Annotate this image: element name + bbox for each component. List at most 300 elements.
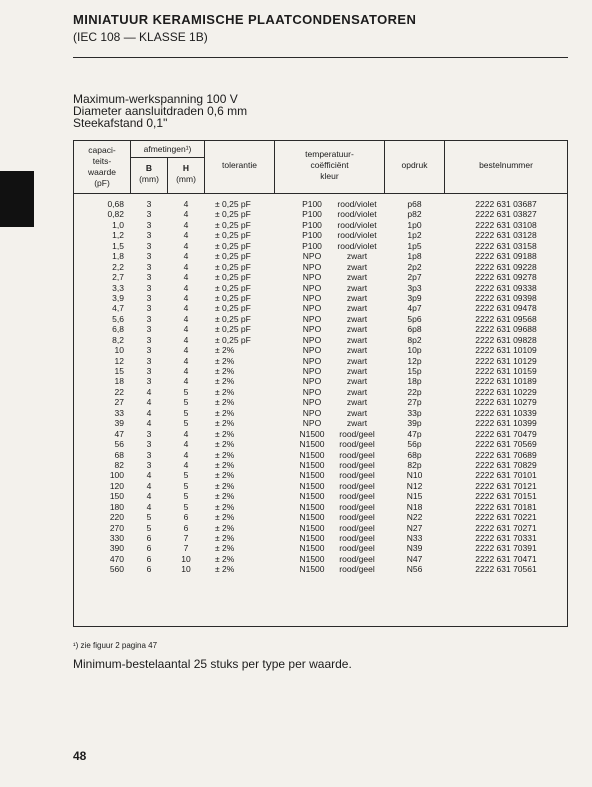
cell-b: 3 [146, 272, 152, 283]
cell-tempco: P100 [302, 230, 322, 241]
cell-capacity: 3,3 [112, 282, 124, 293]
cell-marking: 27p [407, 397, 422, 408]
cell-order-number: 2222 631 09338 [475, 282, 537, 293]
cell-h: 4 [183, 355, 189, 366]
cell-b: 4 [146, 491, 152, 502]
cell-color: zwart [346, 386, 368, 397]
cell-marking: N10 [406, 470, 423, 481]
table-row [74, 564, 567, 574]
cell-marking: p82 [407, 209, 422, 220]
table-row [74, 293, 567, 303]
table-row [74, 387, 567, 397]
cell-b: 3 [146, 428, 152, 439]
cell-marking: 1p5 [407, 240, 422, 251]
table-row [74, 366, 567, 376]
cell-capacity: 3,9 [112, 292, 124, 303]
cell-marking: 39p [407, 418, 422, 429]
cell-marking: N39 [406, 543, 423, 554]
cell-capacity: 150 [109, 491, 124, 502]
cell-order-number: 2222 631 10109 [475, 345, 537, 356]
cell-capacity: 0,82 [107, 209, 124, 220]
cell-tempco: N1500 [299, 439, 325, 450]
cell-b: 4 [146, 386, 152, 397]
cell-b: 3 [146, 366, 152, 376]
cell-tempco: NPO [302, 407, 322, 418]
cell-marking: 12p [407, 355, 422, 366]
cell-h: 4 [183, 439, 189, 450]
table-row [74, 418, 567, 428]
cell-marking: 10p [407, 345, 422, 356]
cell-marking: 47p [407, 428, 422, 439]
cell-tolerance: ± 0,25 pF [215, 251, 251, 262]
table-row [74, 314, 567, 324]
cell-capacity: 1,5 [112, 240, 124, 251]
cell-tempco: NPO [302, 334, 322, 345]
cell-h: 6 [183, 522, 189, 533]
cell-color: rood/violet [337, 199, 377, 209]
cell-h: 4 [183, 230, 189, 241]
table-row [74, 230, 567, 240]
cell-order-number: 2222 631 09568 [475, 313, 537, 324]
cell-tolerance: ± 2% [215, 543, 235, 554]
cell-h: 4 [183, 251, 189, 262]
cell-marking: 3p3 [407, 282, 422, 293]
cell-tempco: NPO [302, 272, 322, 283]
cell-tempco: NPO [302, 376, 322, 387]
cell-capacity: 2,7 [112, 272, 124, 283]
cell-tolerance: ± 2% [215, 449, 235, 460]
cell-color: rood/geel [339, 480, 375, 491]
cell-h: 4 [183, 303, 189, 314]
table-row [74, 408, 567, 418]
cell-tolerance: ± 2% [215, 522, 235, 533]
cell-tolerance: ± 2% [215, 418, 235, 429]
cell-capacity: 18 [114, 376, 124, 387]
cell-tempco: N1500 [299, 428, 325, 439]
cell-color: zwart [346, 418, 368, 429]
cell-color: rood/geel [339, 470, 375, 481]
cell-order-number: 2222 631 10159 [475, 366, 537, 376]
cell-color: rood/geel [339, 491, 375, 502]
cell-b: 3 [146, 324, 152, 335]
cell-tempco: P100 [302, 199, 322, 209]
cell-tolerance: ± 2% [215, 439, 235, 450]
cell-capacity: 56 [114, 439, 124, 450]
cell-marking: 33p [407, 407, 422, 418]
cell-capacity: 15 [114, 366, 124, 376]
cell-order-number: 2222 631 70271 [475, 522, 537, 533]
header-divider [73, 57, 568, 58]
cell-order-number: 2222 631 03158 [475, 240, 537, 251]
cell-color: zwart [346, 397, 368, 408]
cell-order-number: 2222 631 09188 [475, 251, 537, 262]
cell-tempco: NPO [302, 261, 322, 272]
cell-tolerance: ± 2% [215, 428, 235, 439]
cell-capacity: 39 [114, 418, 124, 429]
cell-b: 3 [146, 355, 152, 366]
cell-tempco: P100 [302, 219, 322, 230]
cell-color: rood/geel [339, 449, 375, 460]
cell-order-number: 2222 631 70391 [475, 543, 537, 554]
cell-h: 4 [183, 334, 189, 345]
cell-tolerance: ± 2% [215, 480, 235, 491]
cell-tempco: NPO [302, 251, 322, 262]
cell-order-number: 2222 631 10189 [475, 376, 537, 387]
table-row [74, 241, 567, 251]
cell-color: rood/violet [337, 240, 377, 251]
cell-b: 3 [146, 345, 152, 356]
cell-color: rood/geel [339, 564, 375, 575]
cell-h: 5 [183, 418, 189, 429]
cell-capacity: 10 [114, 345, 124, 356]
table-row [74, 429, 567, 439]
cell-color: zwart [346, 272, 368, 283]
cell-b: 4 [146, 418, 152, 429]
cell-b: 3 [146, 219, 152, 230]
cell-h: 4 [183, 292, 189, 303]
cell-order-number: 2222 631 03827 [475, 209, 537, 220]
table-row [74, 533, 567, 543]
cell-tolerance: ± 2% [215, 491, 235, 502]
cell-tolerance: ± 2% [215, 366, 235, 376]
cell-order-number: 2222 631 70121 [475, 480, 537, 491]
cell-tolerance: ± 0,25 pF [215, 199, 251, 209]
cell-capacity: 0,68 [107, 199, 124, 209]
cell-tolerance: ± 2% [215, 345, 235, 356]
table-row [74, 523, 567, 533]
cell-h: 4 [183, 345, 189, 356]
cell-color: zwart [346, 292, 368, 303]
cell-h: 4 [183, 376, 189, 387]
table-body [74, 199, 567, 575]
cell-marking: N27 [406, 522, 423, 533]
cell-h: 4 [183, 199, 189, 209]
cell-tolerance: ± 2% [215, 512, 235, 523]
cell-capacity: 330 [109, 533, 124, 543]
cell-h: 10 [181, 553, 191, 564]
cell-b: 3 [146, 240, 152, 251]
cell-h: 4 [183, 428, 189, 439]
specifications [73, 93, 247, 129]
table-row [74, 303, 567, 313]
cell-capacity: 1,2 [112, 230, 124, 241]
table-row [74, 345, 567, 355]
cell-order-number: 2222 631 70471 [475, 553, 537, 564]
cell-capacity: 27 [114, 397, 124, 408]
cell-order-number: 2222 631 10399 [475, 418, 537, 429]
cell-b: 3 [146, 439, 152, 450]
cell-tempco: NPO [302, 386, 322, 397]
cell-tolerance: ± 0,25 pF [215, 219, 251, 230]
cell-h: 4 [183, 324, 189, 335]
header-capacity: capaci- teits- waarde (pF) [88, 145, 116, 188]
cell-tempco: NPO [302, 282, 322, 293]
header-dimensions: afmetingen¹) [143, 144, 192, 154]
page-number: 48 [73, 749, 87, 763]
table-row [74, 481, 567, 491]
cell-order-number: 2222 631 10129 [475, 355, 537, 366]
table-row [74, 262, 567, 272]
cell-color: rood/geel [339, 501, 375, 512]
cell-order-number: 2222 631 10229 [475, 386, 537, 397]
cell-marking: 15p [407, 366, 422, 376]
cell-tolerance: ± 2% [215, 470, 235, 481]
cell-tempco: NPO [302, 345, 322, 356]
cell-tempco: NPO [302, 366, 322, 376]
cell-h: 5 [183, 470, 189, 481]
header-h: H (mm) [176, 163, 196, 184]
cell-order-number: 2222 631 10279 [475, 397, 537, 408]
cell-capacity: 270 [109, 522, 124, 533]
cell-h: 4 [183, 240, 189, 251]
cell-marking: 2p2 [407, 261, 422, 272]
cell-h: 7 [183, 533, 189, 543]
cell-order-number: 2222 631 09228 [475, 261, 537, 272]
cell-h: 4 [183, 272, 189, 283]
cell-marking: N33 [406, 533, 423, 543]
cell-capacity: 2,2 [112, 261, 124, 272]
cell-order-number: 2222 631 03687 [475, 199, 537, 209]
cell-tempco: N1500 [299, 543, 325, 554]
cell-h: 5 [183, 397, 189, 408]
cell-color: rood/geel [339, 459, 375, 470]
cell-order-number: 2222 631 70101 [475, 470, 537, 481]
cell-h: 4 [183, 313, 189, 324]
cell-marking: N18 [406, 501, 423, 512]
cell-h: 4 [183, 219, 189, 230]
cell-color: rood/violet [337, 219, 377, 230]
cell-order-number: 2222 631 70331 [475, 533, 537, 543]
cell-capacity: 12 [114, 355, 124, 366]
cell-color: zwart [346, 407, 368, 418]
cell-capacity: 68 [114, 449, 124, 460]
footnote: ¹) zie figuur 2 pagina 47 [73, 641, 158, 650]
cell-marking: N15 [406, 491, 423, 502]
cell-h: 4 [183, 449, 189, 460]
cell-marking: 8p2 [407, 334, 422, 345]
cell-b: 3 [146, 303, 152, 314]
cell-capacity: 470 [109, 553, 124, 564]
cell-b: 4 [146, 397, 152, 408]
cell-capacity: 47 [114, 428, 124, 439]
cell-b: 3 [146, 282, 152, 293]
cell-marking: 3p9 [407, 292, 422, 303]
cell-tempco: N1500 [299, 501, 325, 512]
cell-order-number: 2222 631 03108 [475, 219, 537, 230]
minimum-order-note: Minimum-bestelaantal 25 stuks per type per waarde. [73, 657, 352, 671]
cell-b: 3 [146, 459, 152, 470]
cell-marking: N22 [406, 512, 423, 523]
cell-tolerance: ± 2% [215, 355, 235, 366]
cell-color: zwart [346, 251, 368, 262]
cell-tempco: N1500 [299, 553, 325, 564]
cell-marking: 2p7 [407, 272, 422, 283]
cell-tolerance: ± 0,25 pF [215, 324, 251, 335]
table-row [74, 209, 567, 219]
cell-tolerance: ± 2% [215, 564, 235, 575]
cell-h: 5 [183, 386, 189, 397]
cell-tolerance: ± 0,25 pF [215, 209, 251, 220]
cell-tolerance: ± 0,25 pF [215, 282, 251, 293]
page-title: MINIATUUR KERAMISCHE PLAATCONDENSATOREN [73, 12, 417, 27]
cell-tolerance: ± 2% [215, 533, 235, 543]
cell-marking: N47 [406, 553, 423, 564]
wire-diameter-line: Diameter aansluitdraden 0,6 mm [73, 104, 248, 118]
cell-color: zwart [346, 282, 368, 293]
cell-b: 3 [146, 261, 152, 272]
cell-h: 5 [183, 480, 189, 491]
header-bottom-line [74, 193, 567, 194]
cell-order-number: 2222 631 03128 [475, 230, 537, 241]
cell-tolerance: ± 0,25 pF [215, 303, 251, 314]
cell-color: zwart [346, 261, 368, 272]
cell-b: 3 [146, 334, 152, 345]
cell-color: rood/geel [339, 428, 375, 439]
cell-tolerance: ± 2% [215, 553, 235, 564]
cell-tolerance: ± 2% [215, 407, 235, 418]
cell-tempco: NPO [302, 313, 322, 324]
cell-h: 4 [183, 261, 189, 272]
cell-marking: 68p [407, 449, 422, 460]
cell-b: 3 [146, 199, 152, 209]
table-row [74, 356, 567, 366]
cell-capacity: 6,8 [112, 324, 124, 335]
cell-order-number: 2222 631 70479 [475, 428, 537, 439]
cell-order-number: 2222 631 70569 [475, 439, 537, 450]
cell-tempco: N1500 [299, 564, 325, 575]
table-row [74, 554, 567, 564]
table-row [74, 512, 567, 522]
cell-tolerance: ± 0,25 pF [215, 240, 251, 251]
cell-tempco: P100 [302, 240, 322, 251]
header-tempco: temperatuur- coëfficiënt kleur [305, 149, 354, 181]
cell-b: 6 [146, 564, 152, 575]
cell-color: rood/violet [337, 230, 377, 241]
cell-capacity: 8,2 [112, 334, 124, 345]
cell-tempco: NPO [302, 355, 322, 366]
cell-marking: N12 [406, 480, 423, 491]
capacitor-table [73, 140, 568, 627]
cell-h: 5 [183, 407, 189, 418]
cell-b: 6 [146, 553, 152, 564]
cell-marking: 1p2 [407, 230, 422, 241]
cell-b: 6 [146, 533, 152, 543]
cell-color: zwart [346, 324, 368, 335]
section-tab-marker [0, 171, 34, 227]
cell-tempco: NPO [302, 397, 322, 408]
cell-marking: p68 [407, 199, 422, 209]
cell-order-number: 2222 631 70151 [475, 491, 537, 502]
table-row [74, 324, 567, 334]
cell-h: 5 [183, 491, 189, 502]
cell-b: 5 [146, 512, 152, 523]
cell-tempco: P100 [302, 209, 322, 220]
cell-tolerance: ± 2% [215, 501, 235, 512]
table-row [74, 491, 567, 501]
table-row [74, 199, 567, 209]
cell-order-number: 2222 631 70689 [475, 449, 537, 460]
cell-marking: 6p8 [407, 324, 422, 335]
table-row [74, 543, 567, 553]
cell-tolerance: ± 0,25 pF [215, 230, 251, 241]
cell-tempco: NPO [302, 324, 322, 335]
cell-h: 6 [183, 512, 189, 523]
cell-capacity: 1,8 [112, 251, 124, 262]
cell-capacity: 180 [109, 501, 124, 512]
cell-capacity: 1,0 [112, 219, 124, 230]
cell-capacity: 560 [109, 564, 124, 575]
cell-b: 3 [146, 313, 152, 324]
cell-marking: 22p [407, 386, 422, 397]
cell-b: 3 [146, 230, 152, 241]
cell-color: rood/geel [339, 553, 375, 564]
cell-tolerance: ± 2% [215, 397, 235, 408]
table-row [74, 220, 567, 230]
cell-b: 3 [146, 209, 152, 220]
cell-b: 3 [146, 376, 152, 387]
cell-order-number: 2222 631 09828 [475, 334, 537, 345]
cell-color: rood/geel [339, 522, 375, 533]
cell-tempco: NPO [302, 418, 322, 429]
cell-b: 4 [146, 470, 152, 481]
cell-h: 4 [183, 282, 189, 293]
header-tolerance: tolerantie [222, 160, 257, 170]
cell-b: 5 [146, 522, 152, 533]
cell-tolerance: ± 0,25 pF [215, 334, 251, 345]
table-row [74, 376, 567, 386]
header-marking: opdruk [401, 160, 428, 170]
cell-color: zwart [346, 355, 368, 366]
cell-tempco: N1500 [299, 491, 325, 502]
cell-order-number: 2222 631 09478 [475, 303, 537, 314]
table-row [74, 397, 567, 407]
cell-tolerance: ± 2% [215, 459, 235, 470]
cell-h: 4 [183, 459, 189, 470]
cell-h: 10 [181, 564, 191, 575]
cell-capacity: 390 [109, 543, 124, 554]
cell-marking: 4p7 [407, 303, 422, 314]
cell-order-number: 2222 631 10339 [475, 407, 537, 418]
cell-tolerance: ± 0,25 pF [215, 313, 251, 324]
table-row [74, 470, 567, 480]
cell-order-number: 2222 631 70221 [475, 512, 537, 523]
cell-tempco: NPO [302, 303, 322, 314]
cell-color: rood/violet [337, 209, 377, 220]
cell-b: 4 [146, 407, 152, 418]
cell-marking: N56 [406, 564, 423, 575]
cell-tempco: N1500 [299, 522, 325, 533]
pitch-line: Steekafstand 0,1" [73, 116, 168, 130]
cell-h: 5 [183, 501, 189, 512]
cell-marking: 18p [407, 376, 422, 387]
max-voltage-line: Maximum-werkspanning 100 V [73, 92, 238, 106]
cell-tempco: N1500 [299, 470, 325, 481]
cell-capacity: 33 [114, 407, 124, 418]
cell-color: zwart [346, 366, 368, 376]
cell-order-number: 2222 631 09688 [475, 324, 537, 335]
table-row [74, 439, 567, 449]
table-row [74, 460, 567, 470]
cell-capacity: 4,7 [112, 303, 124, 314]
cell-order-number: 2222 631 70829 [475, 459, 537, 470]
cell-order-number: 2222 631 09278 [475, 272, 537, 283]
cell-marking: 56p [407, 439, 422, 450]
table-row [74, 335, 567, 345]
cell-capacity: 100 [109, 470, 124, 481]
cell-marking: 5p6 [407, 313, 422, 324]
cell-color: zwart [346, 313, 368, 324]
table-row [74, 251, 567, 261]
